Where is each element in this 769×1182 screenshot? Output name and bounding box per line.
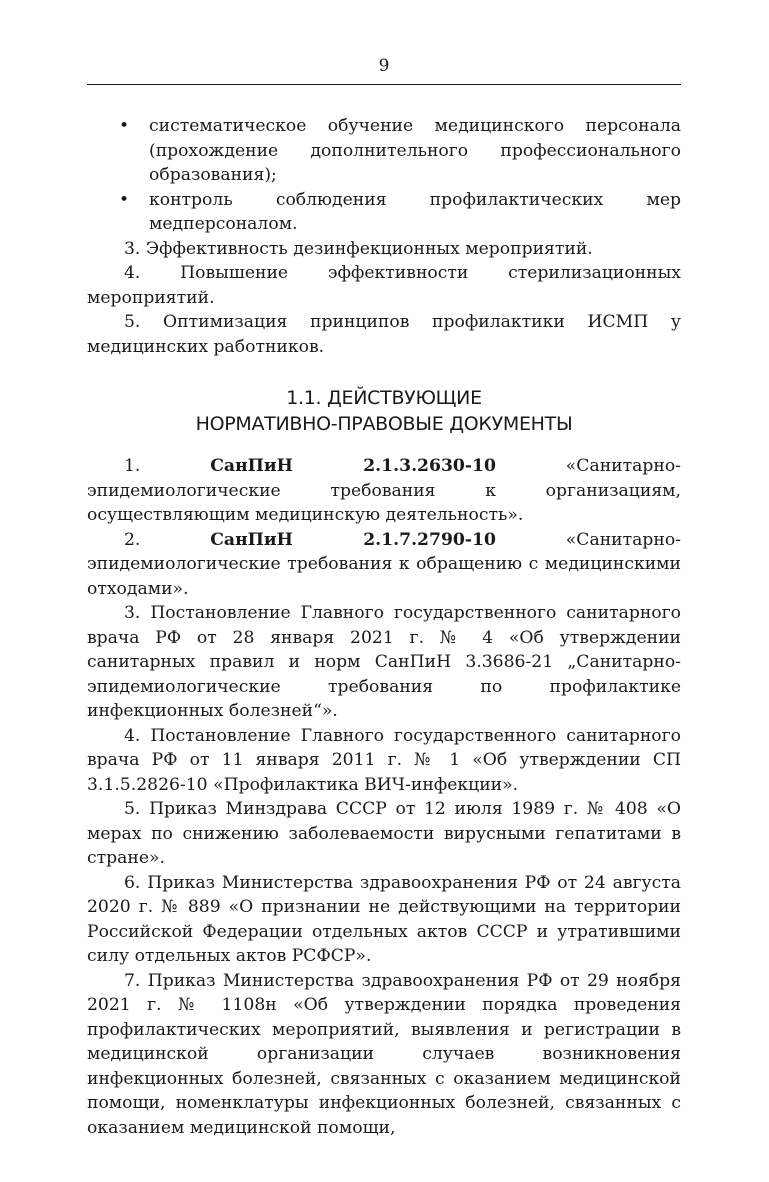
document-item bbox=[87, 724, 681, 798]
document-title: Приказ Министерства здравоохранения РФ от 24 августа 2020 г. № 889 «О признании не действующими на территории Российской Федерации отдельных актов СССР и утратившими силу отдельных актов РСФСР». bbox=[87, 872, 681, 966]
document-number: 5. bbox=[124, 799, 141, 819]
document-item bbox=[87, 797, 681, 871]
numbered-paragraph: 3. Эффективность дезинфекционных мероприятий. bbox=[124, 238, 593, 259]
document-title: «Санитарно-эпидемиологические требования к организациям, осуществляющим медицинскую деятельность». bbox=[87, 456, 681, 525]
document-title: Постановление Главного государственного санитарного врача РФ от 11 января 2011 г. № 1 «Об утверждении СП 3.1.5.2826-10 «Профилактика ВИЧ-инфекции». bbox=[87, 725, 681, 795]
document-item bbox=[87, 871, 681, 969]
document-item bbox=[87, 969, 681, 1141]
page-number: 9 bbox=[378, 56, 390, 76]
page-body bbox=[87, 114, 681, 1140]
list-item bbox=[87, 188, 681, 237]
section-heading-line-2: НОРМАТИВНО-ПРАВОВЫЕ ДОКУМЕНТЫ bbox=[195, 413, 573, 435]
document-number: 7. bbox=[124, 970, 141, 991]
document-code: СанПиН 2.1.3.2630-10 bbox=[210, 456, 496, 476]
bullet-list bbox=[87, 114, 681, 237]
document-code: СанПиН 2.1.7.2790-10 bbox=[210, 529, 496, 550]
bullet-icon: • bbox=[119, 116, 130, 136]
numbered-paragraph: 5. Оптимизация принципов профилактики ИСМП у медицинских работников. bbox=[87, 312, 681, 357]
document-title: Приказ Министерства здравоохранения РФ от 29 ноября 2021 г. № 1108н «Об утверждении порядка проведения профилактических мероприятий, выявления и регистрации в медицинской организации случаев возникновения инфекционных болезней, связанных с оказанием медицинской помощи, номенклатуры инфекционных болезней, связанных с оказанием медицинской помощи, bbox=[87, 970, 681, 1138]
numbered-paragraph: 4. Повышение эффективности стерилизационных мероприятий. bbox=[87, 263, 681, 308]
bullet-icon: • bbox=[119, 189, 130, 210]
document-title: «Санитарно-эпидемиологические требования к обращению с медицинскими отходами». bbox=[87, 529, 681, 599]
document-title: Постановление Главного государственного санитарного врача РФ от 28 января 2021 г. № 4 «Об утверждении санитарных правил и норм СанПиН 3.3686-21 „Санитарно-эпидемиологические требования по профилактике инфекционных болезней“». bbox=[87, 603, 681, 721]
document-title: Приказ Минздрава СССР от 12 июля 1989 г. № 408 «О мерах по снижению заболеваемости вирусными гепатитами в стране». bbox=[87, 799, 681, 868]
document-number: 4. bbox=[124, 725, 141, 746]
document-item bbox=[87, 528, 681, 602]
section-heading bbox=[87, 385, 681, 437]
document-number: 1. bbox=[124, 456, 141, 476]
book-page bbox=[87, 56, 681, 1140]
document-number: 3. bbox=[124, 603, 141, 623]
header-rule bbox=[87, 84, 681, 85]
document-number: 6. bbox=[124, 872, 141, 893]
document-item bbox=[87, 454, 681, 528]
section-heading-line-1: 1.1. ДЕЙСТВУЮЩИЕ bbox=[286, 387, 482, 409]
document-number: 2. bbox=[124, 529, 141, 550]
bullet-text: контроль соблюдения профилактических мер медперсоналом. bbox=[149, 189, 681, 234]
list-item bbox=[87, 114, 681, 188]
bullet-text: систематическое обучение медицинского персонала (прохождение дополнительного профессионального образования); bbox=[149, 116, 681, 185]
document-item bbox=[87, 601, 681, 724]
